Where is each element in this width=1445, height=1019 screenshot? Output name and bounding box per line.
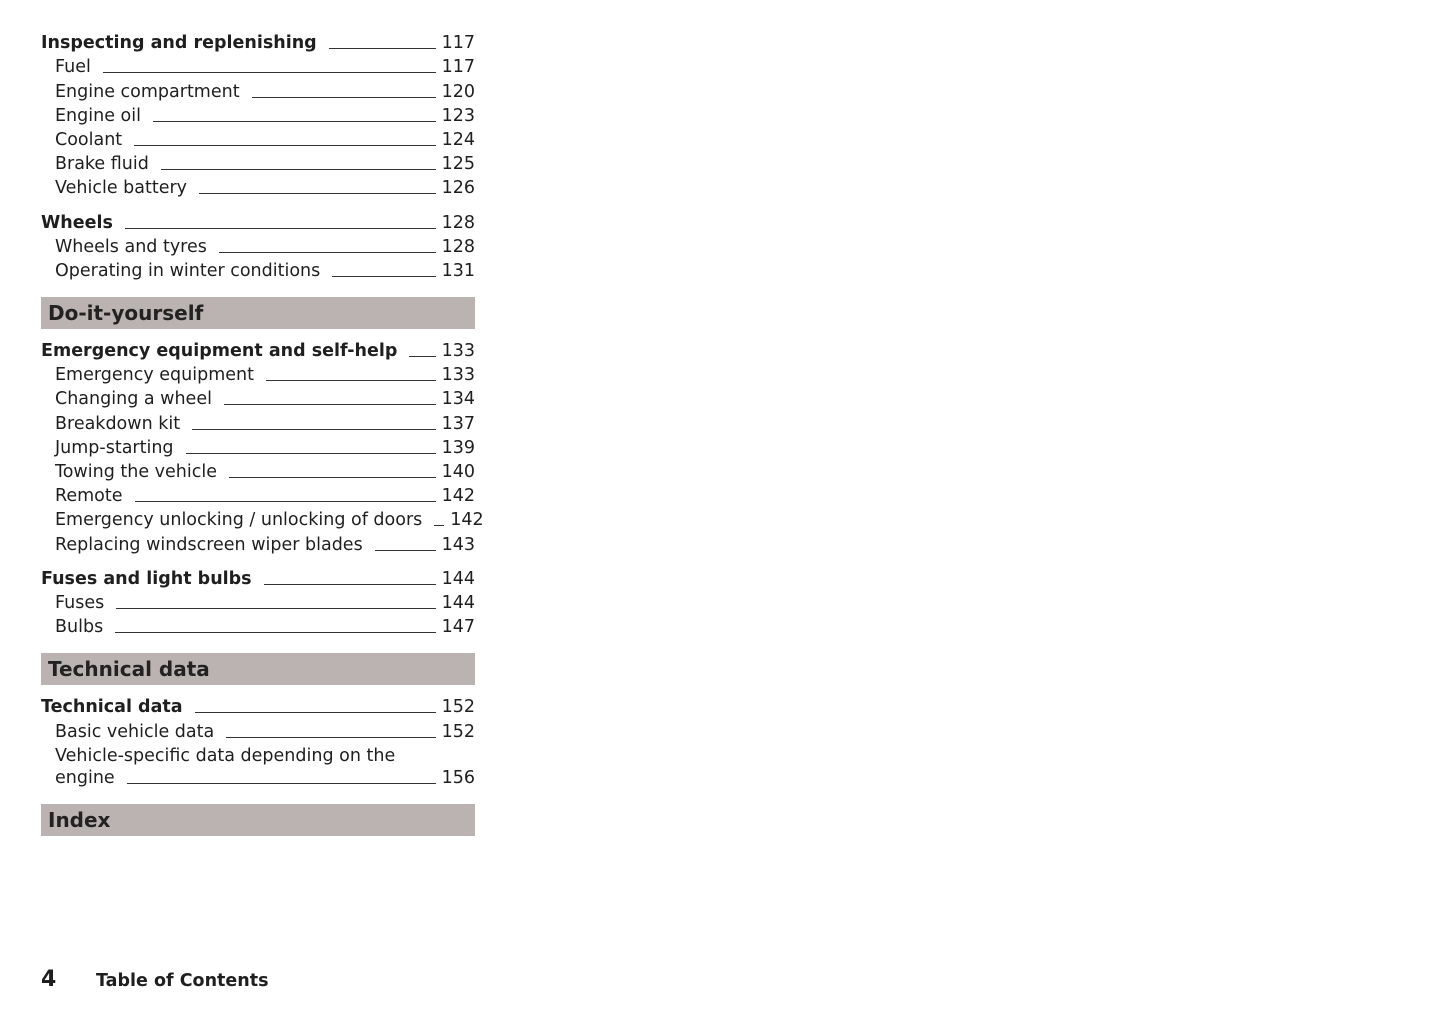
toc-page-number: 144: [441, 592, 475, 613]
toc-page-number: 143: [441, 534, 475, 555]
toc-entry-label: Engine compartment: [55, 81, 240, 102]
toc-entry-label: Basic vehicle data: [55, 721, 215, 742]
toc-entry-label: Changing a wheel: [55, 389, 212, 410]
dot-leader-line: [375, 550, 436, 551]
dot-leader-line: [409, 356, 435, 357]
toc-subentry[interactable]: [41, 152, 475, 176]
toc-chapter-entry[interactable]: [41, 695, 475, 719]
toc-groups-do-it-yourself: [41, 339, 484, 639]
toc-page-number: 133: [441, 365, 475, 386]
dot-leader-line: [226, 737, 435, 738]
section-header-technical-data: Technical data: [41, 653, 475, 685]
toc-entry-label: Inspecting and replenishing: [41, 33, 317, 54]
dot-leader-line: [219, 252, 436, 253]
toc-subentry[interactable]: [41, 744, 475, 790]
toc-subentry[interactable]: [41, 436, 475, 460]
toc-entry-label: Remote: [55, 486, 123, 507]
toc-subentry[interactable]: [41, 104, 475, 128]
toc-page-number: 126: [441, 178, 475, 199]
dot-leader-line: [224, 404, 436, 405]
toc-chapter-entry[interactable]: [41, 31, 475, 55]
toc-entry-label: Wheels and tyres: [55, 236, 207, 257]
toc-entry-label: Engine oil: [55, 105, 141, 126]
dot-leader-line: [329, 48, 436, 49]
toc-page-number: 124: [441, 129, 475, 150]
toc-subentry[interactable]: [41, 532, 475, 556]
toc-entry-label: Vehicle battery: [55, 178, 188, 199]
footer-title: Table of Contents: [96, 971, 269, 991]
toc-subentry[interactable]: [41, 128, 475, 152]
toc-subentry[interactable]: [41, 411, 475, 435]
toc-chapter-entry[interactable]: [41, 339, 475, 363]
toc-page-number: 128: [441, 212, 475, 233]
dot-leader-line: [103, 72, 436, 73]
toc-entry-label: Technical data: [41, 697, 183, 718]
dot-leader-line: [134, 145, 435, 146]
toc-page-number: 137: [441, 413, 475, 434]
toc-entry-label: Fuses: [55, 592, 105, 613]
toc-entry-label: Replacing windscreen wiper blades: [55, 534, 363, 555]
toc-entry-label: Emergency equipment: [55, 365, 254, 386]
toc-subentry[interactable]: [41, 176, 475, 200]
toc-entry-label: Towing the vehicle: [55, 462, 217, 482]
toc-entry-label-line: engine: [55, 767, 115, 788]
toc-subentry[interactable]: [41, 719, 475, 743]
toc-entry-label: Bulbs: [55, 617, 104, 638]
toc-subentry[interactable]: [41, 235, 475, 259]
toc-chapter-entry[interactable]: [41, 567, 475, 591]
dot-leader-line: [252, 97, 436, 98]
toc-page-number: 140: [441, 462, 475, 482]
toc-page-number: 156: [441, 767, 475, 788]
toc-page-number: 123: [441, 105, 475, 126]
toc-entry-label: Jump-starting: [55, 437, 174, 458]
dot-leader-line: [195, 712, 436, 713]
dot-leader-line: [153, 121, 436, 122]
toc-page-number: 142: [450, 510, 484, 531]
toc-page-number: 125: [441, 154, 475, 175]
toc-entry-label: Emergency unlocking / unlocking of doors: [55, 510, 423, 531]
dot-leader-line: [266, 380, 436, 381]
toc-page-number: 131: [441, 260, 475, 281]
dot-leader-line: [192, 429, 436, 430]
toc-entry-label: Coolant: [55, 129, 123, 150]
dot-leader-line: [186, 453, 436, 454]
page-footer: [41, 967, 269, 992]
toc-subentry[interactable]: [41, 460, 475, 484]
toc-page-number: 134: [441, 389, 475, 410]
dot-leader-line: [127, 783, 436, 784]
toc-page-number: 152: [441, 721, 475, 742]
toc-page-number: 142: [441, 486, 475, 507]
toc-subentry[interactable]: [41, 615, 475, 639]
toc-page-number: 152: [441, 697, 475, 718]
toc-subentry[interactable]: [41, 484, 475, 508]
dot-leader-line: [135, 501, 436, 502]
page-number: 4: [41, 967, 57, 992]
dot-leader-line: [434, 525, 444, 526]
toc-page-number: 147: [441, 617, 475, 638]
dot-leader-line: [229, 477, 436, 478]
dot-leader-line: [199, 193, 436, 194]
toc-page-number: 117: [441, 33, 475, 54]
toc-chapter-entry[interactable]: [41, 210, 475, 234]
toc-page-number: 120: [441, 81, 475, 102]
toc-page-number: 144: [441, 568, 475, 589]
toc-entry-label: Emergency equipment and self-help: [41, 341, 398, 362]
toc-subentry[interactable]: [41, 55, 475, 79]
toc-subentry[interactable]: [41, 387, 475, 411]
toc-groups-technical-data: [41, 695, 475, 789]
table-of-contents: [41, 31, 484, 846]
toc-subentry[interactable]: [41, 259, 475, 283]
toc-entry-label: Fuses and light bulbs: [41, 568, 252, 589]
dot-leader-line: [264, 584, 436, 585]
toc-subentry[interactable]: [41, 79, 475, 103]
toc-entry-label: Operating in winter conditions: [55, 260, 321, 281]
dot-leader-line: [116, 608, 435, 609]
toc-groups-maintenance: [41, 31, 475, 283]
section-header-index: Index: [41, 804, 475, 836]
dot-leader-line: [332, 276, 435, 277]
toc-page-number: 117: [441, 57, 475, 78]
toc-entry-label: Brake fluid: [55, 154, 149, 175]
toc-subentry[interactable]: [41, 363, 475, 387]
toc-entry-label: Breakdown kit: [55, 413, 181, 434]
toc-entry-label-line: Vehicle-specific data depending on the: [55, 745, 396, 766]
toc-subentry[interactable]: [41, 508, 484, 532]
toc-page-number: 128: [441, 236, 475, 257]
toc-page-number: 139: [441, 437, 475, 458]
dot-leader-line: [125, 228, 436, 229]
toc-entry-label: Wheels: [41, 212, 113, 233]
toc-page-number: 133: [441, 341, 475, 362]
toc-subentry[interactable]: [41, 591, 475, 615]
dot-leader-line: [161, 169, 436, 170]
section-header-do-it-yourself: Do-it-yourself: [41, 297, 475, 329]
toc-entry-label: Fuel: [55, 57, 91, 78]
dot-leader-line: [115, 632, 435, 633]
